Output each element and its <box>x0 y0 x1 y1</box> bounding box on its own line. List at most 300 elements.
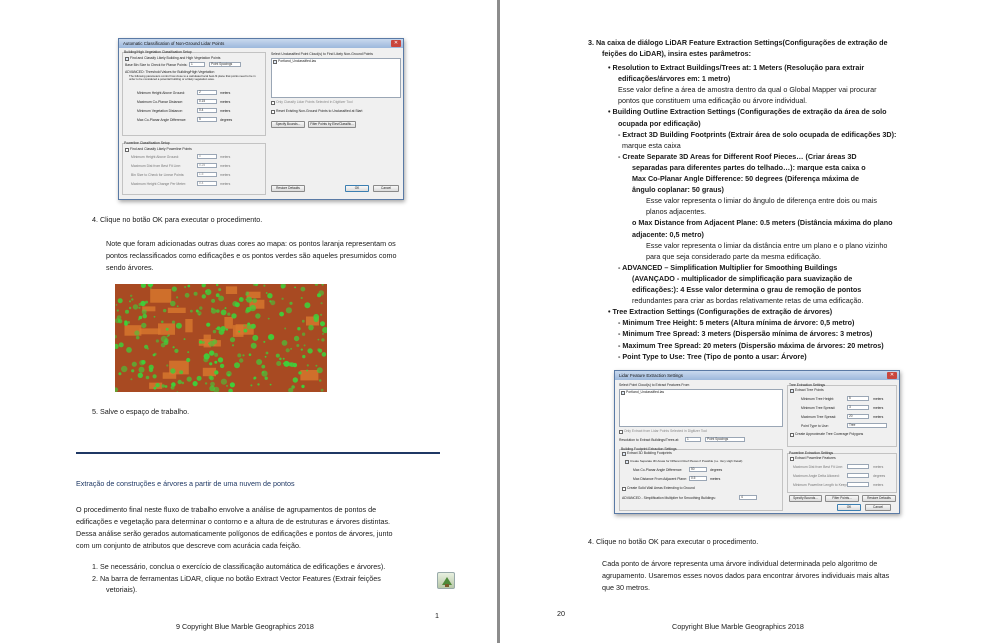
tree-point <box>146 376 150 380</box>
parameter-line: - Maximum Tree Spread: 20 meters (Dispersão máxima de árvores: 20 metros) <box>618 340 884 350</box>
tree-point <box>162 384 165 387</box>
file-checkbox <box>273 60 277 64</box>
tree-point <box>216 309 220 313</box>
checkbox-label: Create Separate 3D Areas for Different Roof Pieces if Possible (i.e. Very High Detail) <box>630 459 743 463</box>
tree-point <box>265 377 268 380</box>
tree-point <box>321 389 324 392</box>
field-label: Max Co-Planar Angle Difference: <box>633 468 683 472</box>
tree-point <box>302 333 305 336</box>
parameter-line: ocupada por edificação) <box>618 118 701 128</box>
tree-point <box>211 308 214 311</box>
tree-point <box>254 284 258 286</box>
tree-point <box>165 385 168 388</box>
page-number: 1 <box>435 611 439 620</box>
tree-point <box>279 312 284 317</box>
tree-point <box>193 381 198 386</box>
group-label: Tree Extraction Settings <box>789 383 826 387</box>
parameter-line: Esse valor define a área de amostra dentro da qual o Global Mapper vai procurar <box>618 85 877 95</box>
tree-point <box>294 336 299 341</box>
tree-point <box>199 306 202 309</box>
filter-points-button: Filter Points by Elev/Classific... <box>308 121 356 128</box>
parameter-line: para que seja considerado parte da mesma edificação. <box>646 251 822 261</box>
tree-point <box>301 297 303 299</box>
group-label: Building/High Vegetation Classification Setup <box>124 50 192 54</box>
building-patch <box>150 289 171 303</box>
point-cloud-list <box>619 389 783 427</box>
parameter-line: (AVANÇADO - multiplicador de simplificação para suavização de <box>632 273 853 283</box>
step-5-text: 5. Salve o espaço de trabalho. <box>92 407 190 416</box>
cancel-button: Cancel <box>373 185 399 192</box>
tree-point <box>250 305 256 311</box>
field-label: Maximum Tree Spread: <box>801 415 837 419</box>
tree-point <box>184 286 186 288</box>
tree-point <box>249 353 252 356</box>
tree-point <box>167 335 169 337</box>
parameter-line: • Tree Extraction Settings (Configurações de extração de árvores) <box>608 307 833 317</box>
building-patch <box>300 370 318 380</box>
tree-point <box>234 362 240 368</box>
tree-point <box>279 358 282 361</box>
checkbox-label: Only Classify Lidar Points Selected in Digitizer Tool <box>276 100 353 104</box>
tree-point <box>282 340 288 346</box>
tree-point <box>184 338 186 340</box>
tree-point <box>301 385 304 388</box>
parameter-line: o Max Distance from Adjacent Plane: 0.5 meters (Distância máxima do plano <box>632 218 893 228</box>
tree-point <box>218 357 223 362</box>
tree-point <box>142 314 147 319</box>
tree-point <box>172 286 177 291</box>
note-line-2: pontos reclassificados como edificações e os pontos verdes são aqueles presumidos como <box>106 251 397 260</box>
tree-point <box>315 284 318 286</box>
checkbox-label: Extract 3D Building Footprints <box>627 451 672 455</box>
parameter-line: redundantes para criar as bordas relativamente retas de uma edificação. <box>632 296 864 306</box>
field-input: 0.4 <box>197 108 217 113</box>
parameter-line: pontos que constituem uma edificação ou árvore individual. <box>618 96 807 106</box>
tree-point <box>141 360 145 364</box>
step-4-text <box>588 537 758 548</box>
tree-point <box>263 341 265 343</box>
tree-point <box>266 292 268 294</box>
tree-point <box>308 325 314 331</box>
solid-wall-checkbox <box>622 487 626 491</box>
tree-point <box>190 310 193 313</box>
tree-point <box>245 294 247 296</box>
extract-powerline-checkbox <box>790 457 794 461</box>
tree-point <box>247 324 253 330</box>
field-unit: meters <box>873 397 884 401</box>
tree-point <box>270 300 275 305</box>
tree-point <box>320 314 322 316</box>
tree-point <box>296 344 299 347</box>
field-input: 5 <box>197 117 217 122</box>
tree-point <box>245 299 247 301</box>
field-unit: meters <box>873 406 884 410</box>
parameter-line: Esse valor representa o limiar do ângulo de diferença entre dois ou mais <box>646 196 877 206</box>
parameter-line: Esse valor representa o limiar da distância entre um plano e o plano vizinho <box>646 240 888 250</box>
extract-vector-features-icon <box>437 572 455 589</box>
tree-point <box>315 365 317 367</box>
field-input: 0.4 <box>197 181 217 186</box>
tree-point <box>216 293 220 297</box>
tree-point <box>214 361 217 364</box>
field-unit: meters <box>873 483 884 487</box>
page-number: 20 <box>557 609 565 618</box>
field-label: Minimum Tree Spread: <box>801 406 836 410</box>
filter-points-button: Filter Points... <box>825 495 859 502</box>
parameter-line: - Extract 3D Building Footprints (Extrair área de solo ocupada de edificações 3D): <box>618 129 897 139</box>
group-label: Powerline Extraction Settings <box>789 451 834 455</box>
tree-point <box>133 304 138 309</box>
tree-point <box>197 311 201 315</box>
tree-point <box>286 307 292 313</box>
tree-point <box>117 309 119 311</box>
footer-copyright: 9 Copyright Blue Marble Geographics 2018 <box>176 622 314 631</box>
tree-point <box>138 373 143 378</box>
tree-point <box>322 333 324 335</box>
select-label: Select Point Cloud(s) to Extract Features From <box>619 383 690 387</box>
tree-point <box>210 382 215 387</box>
tree-point <box>314 317 319 322</box>
tree-point <box>124 320 127 323</box>
tree-point <box>321 338 324 341</box>
powerline-dist-input <box>847 464 869 469</box>
parameter-line: edificações/árvores em: 1 metro) <box>618 74 731 84</box>
field-input: 2 <box>197 90 217 95</box>
step-3-line-2: feições do LiDAR), insira estes parâmetros: <box>602 49 751 58</box>
field-unit: meters <box>220 100 231 104</box>
tree-point <box>304 302 310 308</box>
tree-point <box>214 370 218 374</box>
tree-point <box>302 355 305 358</box>
tree-point <box>166 328 169 331</box>
tree-point <box>147 348 149 350</box>
tree-point <box>307 348 312 353</box>
tree-point <box>276 361 281 366</box>
tree-point <box>214 353 218 357</box>
create-approx-checkbox <box>790 433 794 437</box>
tree-point <box>155 383 159 387</box>
tree-point <box>139 367 145 373</box>
tree-point <box>130 378 132 380</box>
tree-point <box>290 362 295 367</box>
tree-point <box>149 365 154 370</box>
tree-point <box>317 367 323 373</box>
tree-point <box>227 374 230 377</box>
field-label: Bin Size to Check for Linear Points: <box>131 173 185 177</box>
tree-point <box>268 334 274 340</box>
tree-point <box>194 292 198 296</box>
tree-point <box>177 391 179 392</box>
tree-point <box>267 293 272 298</box>
bin-size-input: 1 <box>189 62 205 67</box>
tree-point <box>225 307 227 309</box>
only-selected-checkbox <box>271 101 275 105</box>
tree-point <box>270 384 272 386</box>
map-canvas <box>115 284 327 392</box>
field-input: 0 <box>197 154 217 159</box>
specify-bounds-button: Specify Bounds... <box>789 495 822 502</box>
create-separate-checkbox <box>625 460 629 464</box>
tree-point <box>177 305 179 307</box>
tree-point <box>156 339 159 342</box>
tree-point <box>318 349 322 353</box>
tree-point <box>230 337 235 342</box>
tree-point <box>161 321 164 324</box>
tree-point <box>141 323 146 328</box>
reset-checkbox <box>271 110 275 114</box>
tree-point <box>301 349 303 351</box>
parameter-line: ângulo coplanar: 50 graus) <box>632 185 724 195</box>
classification-dialog-screenshot <box>118 38 404 200</box>
specify-bounds-button: Specify Bounds... <box>271 121 305 128</box>
tree-point <box>293 377 298 382</box>
find-building-checkbox <box>125 57 129 61</box>
tree-point <box>121 366 127 372</box>
field-unit: meters <box>220 164 231 168</box>
tree-point <box>154 353 157 356</box>
tree-point <box>286 348 290 352</box>
dialog-title: Lidar Feature Extraction Settings <box>615 371 899 380</box>
tree-point <box>297 327 300 330</box>
tree-point <box>161 336 167 342</box>
field-label: Minimum Height Above Ground: <box>137 91 186 95</box>
tree-point <box>298 371 301 374</box>
field-input: 0.15 <box>197 99 217 104</box>
tree-point <box>118 372 121 375</box>
tree-point <box>150 287 152 289</box>
tree-point <box>213 330 216 333</box>
tree-point <box>230 382 235 387</box>
tree-point <box>140 301 145 306</box>
field-label: Resolution to Extract Buildings/Trees at: <box>619 438 680 442</box>
field-unit: meters <box>220 182 231 186</box>
footer-copyright: Copyright Blue Marble Geographics 2018 <box>672 622 804 631</box>
field-label: Maximum Dist from Best Fit Line: <box>131 164 181 168</box>
find-powerline-checkbox <box>125 148 129 152</box>
parameter-line: - Minimum Tree Spread: 3 meters (Dispersão mínima de árvores: 3 metros) <box>618 329 873 339</box>
tree-point <box>283 363 285 365</box>
list-item-1: 1. Se necessário, conclua o exercício de classificação automática de edificações e árvores). <box>92 562 386 571</box>
tree-point <box>307 364 309 366</box>
tree-point <box>115 335 117 339</box>
tree-point <box>185 293 190 298</box>
tree-point <box>289 302 292 305</box>
field-unit: degrees <box>710 468 723 472</box>
tree-point <box>202 284 206 287</box>
building-patch <box>226 286 237 294</box>
field-label: ADVANCED - Simplification Multiplier for Smoothing Buildings: <box>622 496 716 500</box>
tree-point <box>203 357 208 362</box>
file-name: Portland_Unclassified.las <box>278 59 317 63</box>
file-checkbox <box>621 391 625 395</box>
field-label: Minimum Tree Height: <box>801 397 835 401</box>
tree-point <box>283 358 285 360</box>
tree-point <box>268 318 270 320</box>
field-label: Max Co-Planar Angle Difference: <box>137 118 187 122</box>
tree-point <box>322 352 327 357</box>
tree-point <box>221 379 227 385</box>
parameter-line: planos adjacentes. <box>646 207 706 217</box>
building-patch <box>185 319 192 332</box>
tree-point <box>265 356 267 358</box>
tree-point <box>148 284 154 287</box>
field-label: Maximum Co-Planar Distance: <box>137 100 183 104</box>
building-patch <box>168 308 186 313</box>
tree-point <box>187 377 192 382</box>
field-label: Minimum Powerline Length to Keep: <box>793 483 848 487</box>
parameter-line: - Minimum Tree Height: 5 meters (Altura mínima de árvore: 0,5 metro) <box>618 318 855 328</box>
tree-point <box>252 298 257 303</box>
tree-point <box>244 329 248 333</box>
parameter-line: • Building Outline Extraction Settings (Configurações de extração da área de solo <box>608 107 887 117</box>
tree-point <box>176 296 178 298</box>
tree-point <box>266 352 269 355</box>
tree-point <box>261 365 265 369</box>
field-label: Base Bin Size to Check for Planar Points: <box>125 63 188 67</box>
tree-point <box>294 287 296 289</box>
field-label: Maximum Dist from Best Fit Line: <box>793 465 843 469</box>
tree-point <box>221 310 227 316</box>
tree-point <box>205 382 207 384</box>
tree-point <box>252 335 258 341</box>
tree-point <box>281 298 283 300</box>
ok-button: OK <box>345 185 369 192</box>
tree-point <box>171 386 175 390</box>
tree-point <box>239 358 243 362</box>
tree-point <box>301 287 306 292</box>
checkbox-label: Extract Tree Points <box>795 388 824 392</box>
tree-point <box>320 321 325 326</box>
tree-point <box>154 387 157 390</box>
field-label: Minimum Vegetation Distance: <box>137 109 183 113</box>
group-label: Powerline Classification Setup <box>124 141 170 145</box>
tree-point <box>209 362 212 365</box>
tree-point <box>154 316 156 318</box>
closing-line-3: que 30 metros. <box>602 583 650 592</box>
cancel-button: Cancel <box>865 504 891 511</box>
step-4-text: 4. Clique no botão OK para executar o procedimento. <box>92 215 263 224</box>
field-unit: meters <box>220 91 231 95</box>
field-input: 1.5 <box>197 172 217 177</box>
tree-point <box>172 321 175 324</box>
building-patch <box>224 317 233 329</box>
tree-point <box>290 348 292 350</box>
list-item-2: 2. Na barra de ferramentas LiDAR, clique no botão Extract Vector Features (Extrair feições <box>92 574 381 583</box>
tree-point <box>209 350 214 355</box>
checkbox-label: Find and Classify Likely Building and High Vegetation Points <box>130 56 221 60</box>
resolution-input: 1 <box>685 437 701 442</box>
select-label: Select Unclassified Point Cloud(s) to Find Likely Non-Ground Points <box>271 52 373 56</box>
closing-line-2: agrupamento. Usaremos esses novos dados para encontrar árvores individuais mais altas <box>602 571 890 580</box>
tree-point <box>118 298 123 303</box>
step-3-line-1: 3. Na caixa de diálogo LiDAR Feature Extraction Settings(Configurações de extração de <box>588 38 888 47</box>
tree-point <box>170 301 176 307</box>
tree-point <box>202 341 205 344</box>
checkbox-label: Reset Existing Non-Ground Points to Unclassified at Start <box>276 109 363 113</box>
tree-point <box>134 330 139 335</box>
tree-point <box>186 358 190 362</box>
parameter-line: - Point Type to Use: Tree (Tipo de ponto a usar: Árvore) <box>618 351 807 361</box>
only-selected-checkbox <box>619 430 623 434</box>
min-tree-spread-input: 3 <box>847 405 869 410</box>
tree-point <box>235 302 240 307</box>
tree-point <box>262 371 264 373</box>
tree-point <box>226 328 228 330</box>
tree-point <box>228 389 233 392</box>
point-cloud-list <box>271 58 401 98</box>
tree-point <box>187 285 190 288</box>
tree-point <box>317 293 321 297</box>
field-label: Point Type to Use: <box>801 424 829 428</box>
max-angle-input: 50 <box>689 467 707 472</box>
tree-point <box>205 290 207 292</box>
tree-point <box>153 374 157 378</box>
tree-point <box>291 385 295 389</box>
tree-point <box>242 354 244 356</box>
tree-point <box>139 316 143 320</box>
tree-point <box>263 285 265 287</box>
field-unit: meters <box>873 465 884 469</box>
field-unit: meters <box>220 155 231 159</box>
field-label: Max Distance From Adjacent Plane: <box>633 477 687 481</box>
tree-point <box>166 364 168 366</box>
close-icon: ✕ <box>391 40 401 47</box>
tree-point <box>131 369 134 372</box>
field-label: Maximum Angle Delta Allowed: <box>793 474 840 478</box>
tree-point <box>206 323 210 327</box>
checkbox-label: Create Solid Wall Areas Extending to Ground <box>627 486 695 490</box>
tree-point <box>276 354 280 358</box>
tree-point <box>217 326 221 330</box>
tree-point <box>179 370 183 374</box>
tree-point <box>136 336 140 340</box>
tree-point <box>318 339 320 341</box>
parameter-line: edificações:): 4 Esse valor determina o grau de remoção de pontos <box>632 285 862 294</box>
tree-point <box>232 344 234 346</box>
tree-point <box>174 349 178 353</box>
tree-point <box>302 320 305 323</box>
field-unit: degrees <box>873 474 886 478</box>
tree-point <box>130 295 132 297</box>
tree-point <box>239 297 242 300</box>
tree-point <box>142 309 147 314</box>
min-tree-height-input: 5 <box>847 396 869 401</box>
extract-3d-checkbox <box>622 452 626 456</box>
tree-point <box>125 310 129 314</box>
file-name: Portland_Unclassified.las <box>626 390 665 394</box>
field-unit: degrees <box>220 118 233 122</box>
ok-button: OK <box>837 504 861 511</box>
tree-point <box>304 344 306 346</box>
field-label: Minimum Height Above Ground: <box>131 155 180 159</box>
intro-line-1: O procedimento final neste fluxo de trabalho envolve a análise de agrupamentos de pontos de <box>76 505 377 514</box>
list-item-2-cont: vetoriais). <box>106 585 138 594</box>
tree-point <box>115 344 119 349</box>
checkbox-label: Extract Powerline Features <box>795 456 836 460</box>
field-unit: meters <box>710 477 721 481</box>
field-label: Maximum Height Change Per Meter: <box>131 182 187 186</box>
tree-point <box>227 313 230 316</box>
tree-point <box>256 359 262 365</box>
tree-point <box>118 320 120 322</box>
parameter-line: adjacente: 0,5 metro) <box>632 229 704 239</box>
advanced-description: The following parameters control how close to a calculated local best-fit plane that points need to be in order to be considered a potential building or a likely vegetation area. <box>129 74 256 82</box>
tree-point <box>202 294 206 298</box>
tree-point <box>306 370 308 372</box>
bin-unit-select: Point Spacings <box>209 62 241 67</box>
powerline-angle-input <box>847 473 869 478</box>
tree-point <box>173 346 175 348</box>
